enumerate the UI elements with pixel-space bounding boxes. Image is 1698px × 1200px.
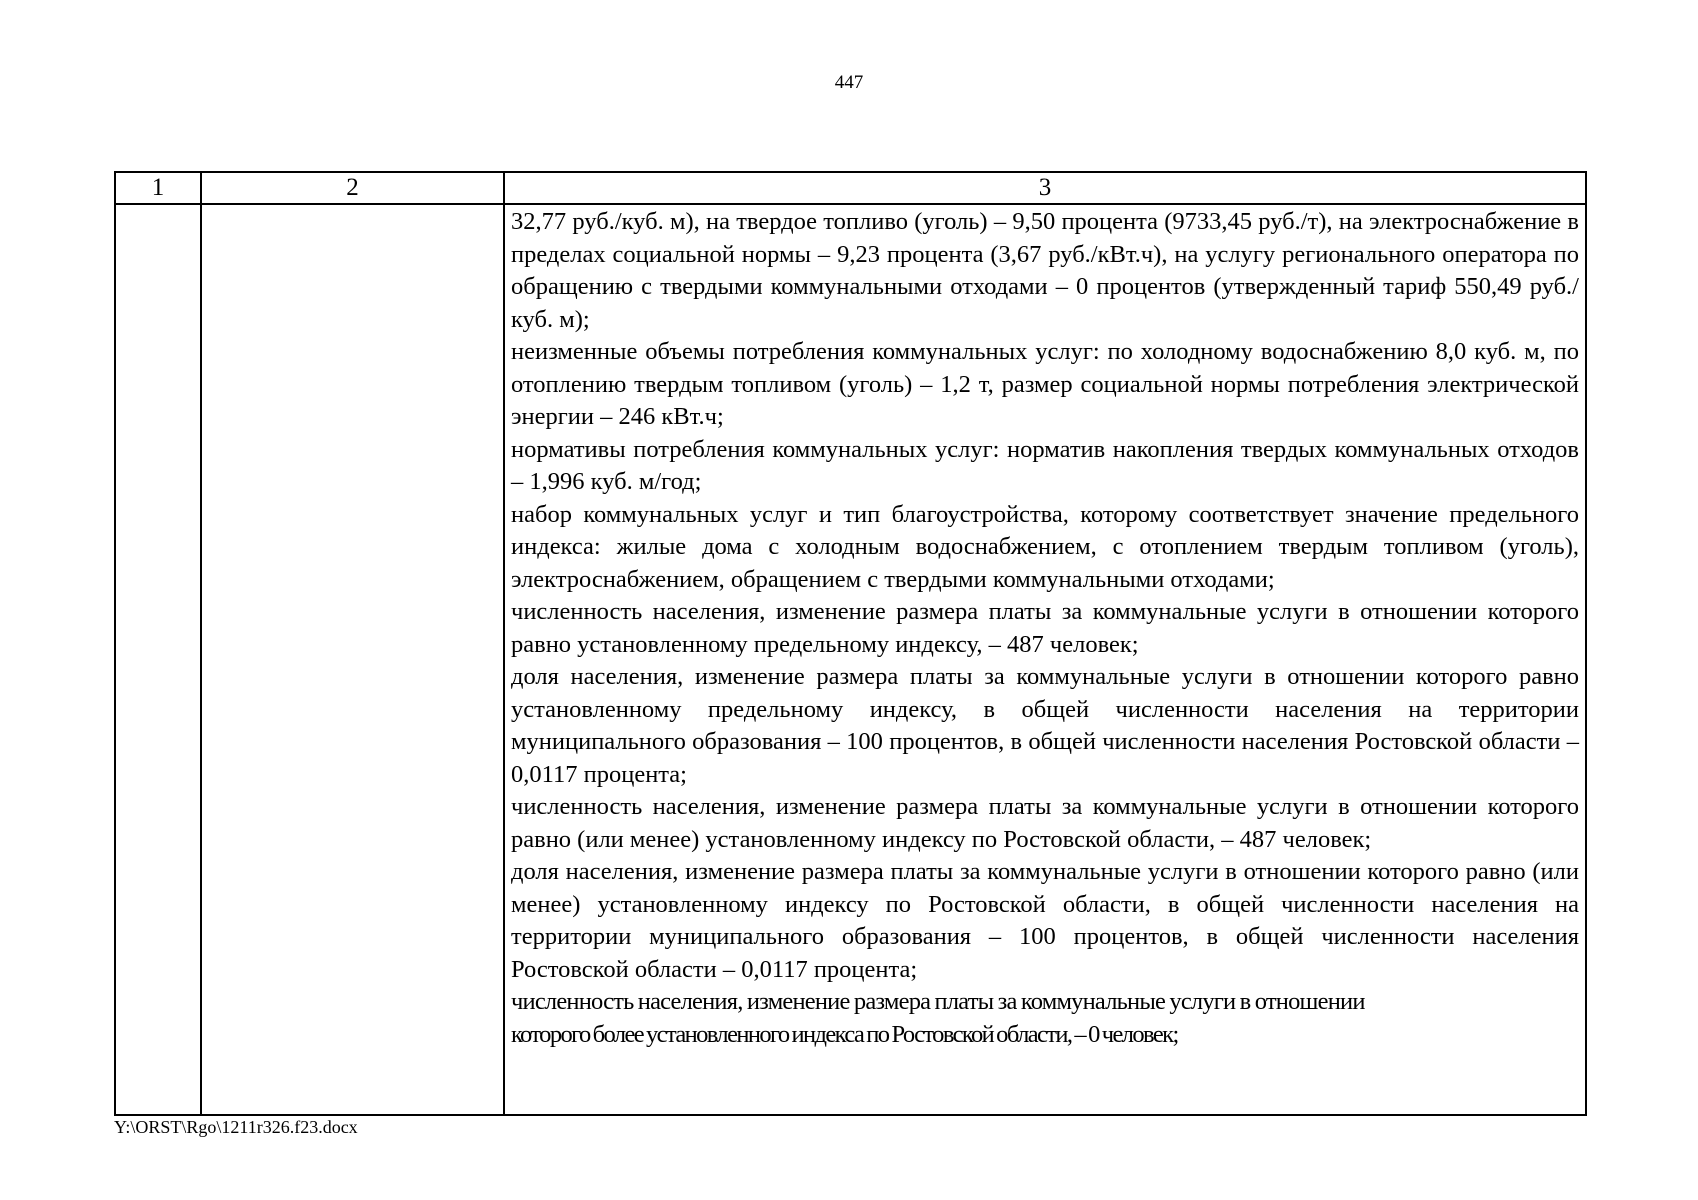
paragraph-consumption-volumes: неизменные объемы потребления коммунальных услуг: по холодному водоснабжению 8,0 куб. м, по отоплению твердым топливом (уголь) – 1,2 т, размер социальной нормы потребления электрической энергии – 246 кВт.ч; xyxy=(511,338,1579,430)
paragraph-tariffs: 32,77 руб./куб. м), на твердое топливо (уголь) – 9,50 процента (9733,45 руб./т), на электроснабжение в пределах социальной нормы – 9,23 процента (3,67 руб./кВт.ч), на услугу регионального оператора по обращению с твердыми коммунальными отходами – 0 процентов (утвержденный тариф 550,49 руб./куб. м); xyxy=(511,208,1579,333)
page-number: 447 xyxy=(834,72,864,93)
cell-col3 xyxy=(504,204,1586,1115)
paragraph-share-equal-index: доля населения, изменение размера платы за коммунальные услуги в отношении которого равно установленному предельному индексу, в общей численности населения на территории муниципального образования – 100 процентов, в общей численности населения Ростовской области – 0,0117 процента; xyxy=(511,663,1579,788)
cell-col1 xyxy=(115,204,201,1115)
table-row xyxy=(115,204,1586,1115)
column-header-1: 1 xyxy=(115,172,201,204)
paragraph-population-above-index-line1: численность населения, изменение размера платы за коммунальные услуги в отношении xyxy=(511,988,1365,1015)
paragraph-population-above-index-line2: которого более установленного индекса по Ростовской области, – 0 человек; xyxy=(511,1020,1178,1048)
column-header-3: 3 xyxy=(504,172,1586,204)
table-header-row xyxy=(115,172,1586,204)
footer-file-path: Y:\ORST\Rgo\1211r326.f23.docx xyxy=(114,1117,358,1137)
paragraph-share-regional-index: доля населения, изменение размера платы за коммунальные услуги в отношении которого равно (или менее) установленному индексу по Ростовской области, в общей численности населения на территории муниципального образования – 100 процентов, в общей численности населения Ростовской области – 0,0117 процента; xyxy=(511,858,1579,983)
column-header-2: 2 xyxy=(201,172,504,204)
paragraph-services-set: набор коммунальных услуг и тип благоустройства, которому соответствует значение предельного индекса: жилые дома с холодным водоснабжением, с отоплением твердым топливом (уголь), электроснабжением, обращением с твердыми коммунальными отходами; xyxy=(511,500,1579,593)
paragraph-population-equal-index: численность населения, изменение размера платы за коммунальные услуги в отношении которого равно установленному предельному индексу, – 487 человек; xyxy=(511,598,1579,658)
data-table xyxy=(114,171,1587,1116)
paragraph-population-regional-index: численность населения, изменение размера платы за коммунальные услуги в отношении которого равно (или менее) установленному индексу по Ростовской области, – 487 человек; xyxy=(511,793,1579,853)
paragraph-consumption-norms: нормативы потребления коммунальных услуг: норматив накопления твердых коммунальных отходов – 1,996 куб. м/год; xyxy=(511,435,1579,495)
cell-col2 xyxy=(201,204,504,1115)
